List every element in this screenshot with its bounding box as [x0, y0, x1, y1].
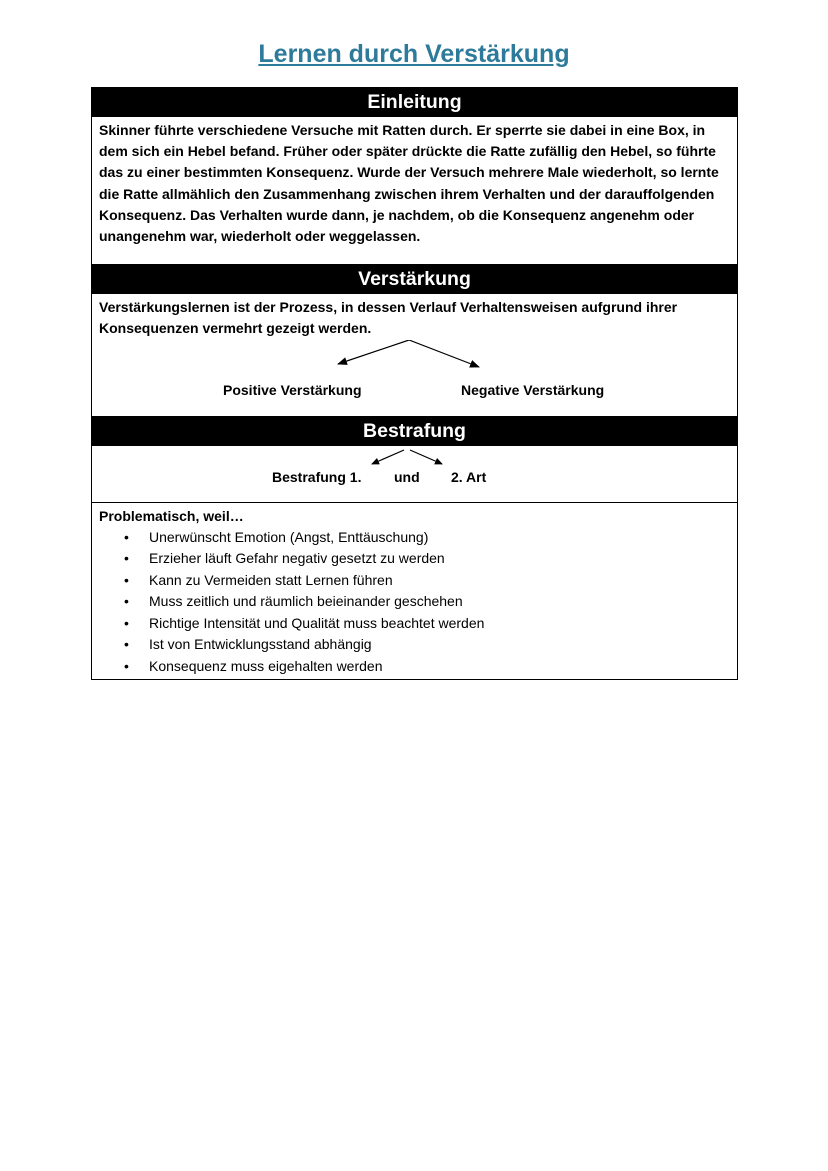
section-problematisch: [92, 503, 737, 680]
section-heading-bestrafung: Bestrafung: [92, 417, 737, 446]
list-item: • Kann zu Vermeiden statt Lernen führen: [149, 570, 730, 592]
page-title: Lernen durch Verstärkung: [258, 40, 570, 68]
problematisch-heading: Problematisch, weil…: [99, 507, 244, 524]
section-einleitung: [92, 88, 737, 265]
section-heading-einleitung: Einleitung: [92, 88, 737, 117]
verstaerkung-text: Verstärkungslernen ist der Prozess, in dessen Verlauf Verhaltensweisen aufgrund ihrer Konsequenzen vermehrt gezeigt werden.: [99, 299, 678, 337]
problem-list: [99, 527, 730, 678]
bestrafung-1-label: Bestrafung 1.: [272, 468, 362, 485]
positive-verstaerkung-label: Positive Verstärkung: [223, 381, 362, 398]
section-bestrafung: [92, 417, 737, 503]
arrow-left: [338, 340, 409, 364]
section-heading-verstaerkung: Verstärkung: [92, 265, 737, 294]
arrow-right: [410, 450, 442, 464]
content-table: [91, 87, 738, 680]
list-item: • Muss zeitlich und räumlich beieinander geschehen: [149, 591, 730, 613]
section-verstaerkung: [92, 265, 737, 416]
list-item: • Konsequenz muss eigehalten werden: [149, 656, 730, 678]
verstaerkung-diagram: [92, 340, 737, 416]
art-2-label: 2. Art: [451, 468, 487, 485]
arrow-right: [409, 340, 479, 367]
und-label: und: [394, 468, 420, 485]
list-item: • Unerwünscht Emotion (Angst, Enttäuschung): [149, 527, 730, 549]
negative-verstaerkung-label: Negative Verstärkung: [461, 381, 605, 398]
einleitung-text: Skinner führte verschiedene Versuche mit Ratten durch. Er sperrte sie dabei in eine Box, in dem sich ein Hebel befand. Früher oder später drückte die Ratte zufällig den Hebel, so führte das zu einer bestimmten Konsequenz. Wurde der Versuch mehrere Male wiederholt, so lernte die Ratte allmählich den Zusammenhang zwischen ihrem Verhalten und der darauffolgenden Konsequenz. Das Verhalten wurde dann, je nachdem, ob die Konsequenz angenehm oder unangenehm war, wiederholt oder weggelassen.: [99, 122, 719, 245]
arrow-left: [372, 450, 404, 464]
list-item: • Erzieher läuft Gefahr negativ gesetzt zu werden: [149, 548, 730, 570]
branch-arrows: [92, 340, 737, 416]
list-item: • Ist von Entwicklungsstand abhängig: [149, 634, 730, 656]
list-item: • Richtige Intensität und Qualität muss beachtet werden: [149, 613, 730, 635]
bestrafung-diagram: [92, 446, 737, 502]
